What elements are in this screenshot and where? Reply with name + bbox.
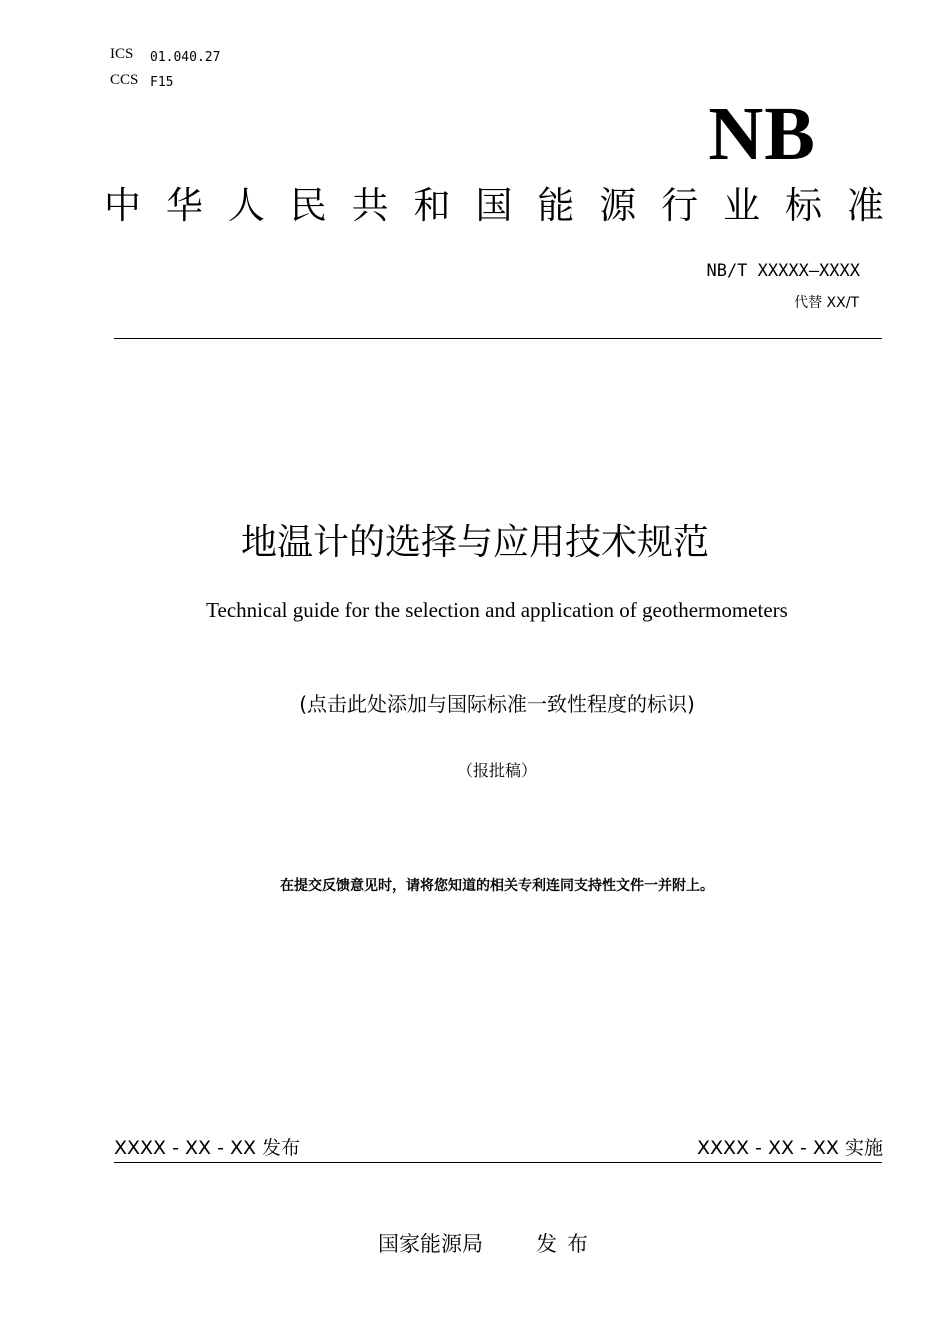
ccs-code: F15: [150, 75, 174, 90]
agency-char: 业: [723, 184, 761, 227]
agency-char: 和: [413, 184, 451, 227]
agency-char: 共: [351, 184, 389, 227]
agency-char: 能: [537, 184, 575, 227]
agency-char: 华: [165, 184, 203, 227]
agency-char: 民: [289, 184, 327, 227]
agency-char: 行: [661, 184, 699, 227]
agency-char: 人: [227, 184, 265, 227]
agency-name: [104, 184, 884, 228]
implement-date: XXXX - XX - XX 实施: [696, 1137, 883, 1159]
issuing-authority: 国家能源局: [378, 1232, 483, 1256]
draft-stage: （报批稿）: [456, 761, 537, 780]
issue-label: 发布: [536, 1232, 598, 1256]
ccs-label: CCS: [110, 72, 139, 88]
replaces-standard: 代替 XX/T: [794, 295, 859, 311]
ics-code: 01.040.27: [150, 50, 221, 65]
document-title-chinese: 地温计的选择与应用技术规范: [240, 522, 709, 563]
patent-notice: 在提交反馈意见时，请将您知道的相关专利连同支持性文件一并附上。: [280, 878, 714, 894]
agency-char: 中: [104, 184, 141, 227]
agency-char: 准: [846, 184, 884, 227]
agency-char: 源: [599, 184, 637, 227]
conformity-placeholder[interactable]: (点击此处添加与国际标准一致性程度的标识): [299, 692, 695, 716]
agency-char: 标: [784, 184, 822, 227]
nb-logo: NB: [708, 92, 816, 176]
header-divider: [114, 338, 882, 339]
footer-divider: [114, 1162, 882, 1163]
publish-date: XXXX - XX - XX 发布: [114, 1137, 301, 1159]
document-title-english: Technical guide for the selection and application of geothermometers: [206, 598, 788, 622]
standard-number: NB/T XXXXX—XXXX: [706, 261, 860, 281]
ics-label: ICS: [110, 46, 134, 62]
agency-char: 国: [475, 184, 513, 227]
